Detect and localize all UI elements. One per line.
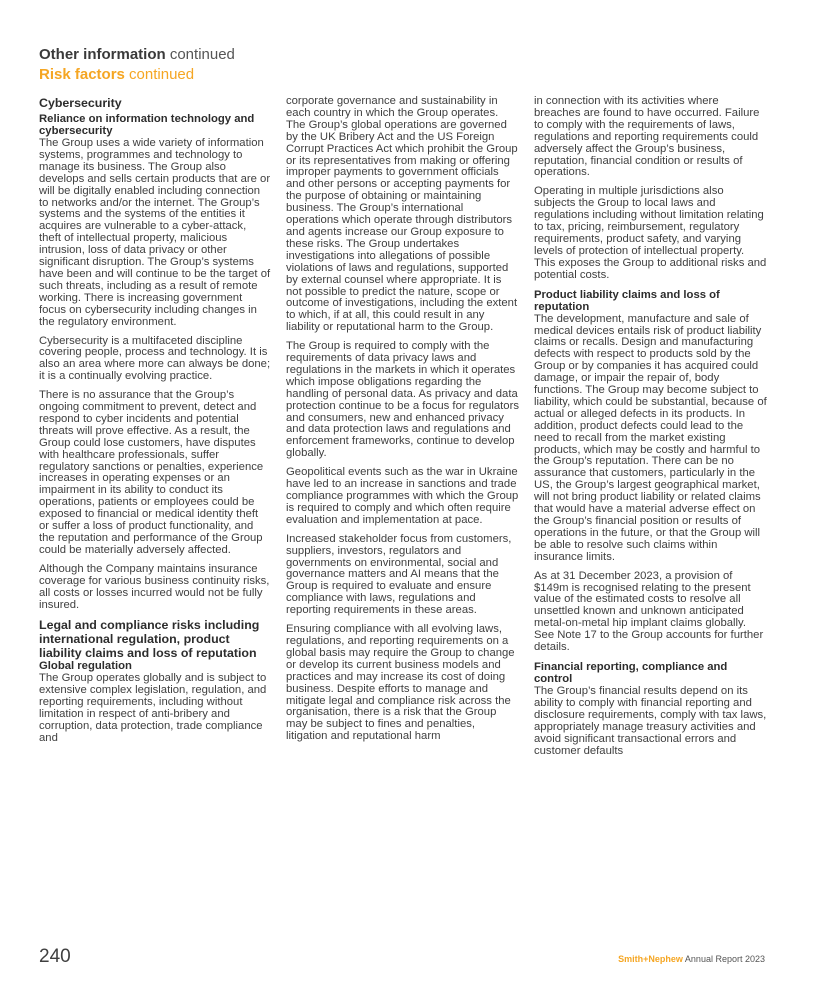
- subsection-title: [39, 65, 235, 85]
- paragraph: The Group’s financial results depend on its ability to comply with financial reporting and disclosure requirements, comply with tax laws, appropriately manage treasury activities and avoid significant transactional errors and customer defaults: [534, 684, 767, 757]
- paragraph: corporate governance and sustainability in each country in which the Group operates. The Group’s global operations are governed by the UK Bribery Act and the US Foreign Corrupt Practices Act which prohibit the Group or its representatives from making or offering improper payments to government officials and other persons or accepting payments for the purpose of obtaining or maintaining business. The Group’s international operations which operate through distributors and agents increase our Group exposure to these risks. The Group undertakes investigations into allegations of possible violations of laws and regulations, supported by external counsel where appropriate. It is not possible to predict the nature, scope or outcome of investigations, including the extent to which, if at all, this could result in any liability or reputational harm to the Group.: [286, 95, 518, 334]
- page-header: [39, 45, 235, 85]
- section-title-bold: Other information: [39, 46, 166, 63]
- paragraph: The development, manufacture and sale of medical devices entails risk of product liability claims or recalls. Design and manufacturing defects with respect to products sold by the Group or by companies it has acquired could damage, or impair the repair of, body functions. The Group may become subject to liability, which could be substantial, because of actual or alleged defects in its products. In addition, product defects could lead to the need to recall from the market existing products, which may be costly and harmful to the Group’s reputation. There can be no assurance that customers, particularly in the US, the Group’s largest geographical market, will not bring product liability or related claims that would have a material adverse effect on the Group’s financial position or results of operations in the future, or that the Group will be able to resolve such claims within insurance limits.: [534, 312, 767, 563]
- heading-legal-compliance: Legal and compliance risks including international regulation, product liability claims and loss of reputation: [39, 618, 260, 661]
- report-name: Annual Report 2023: [682, 954, 765, 964]
- subsection-title-continued: continued: [124, 66, 195, 83]
- subsection-title-bold: Risk factors: [39, 66, 125, 83]
- brand-name: Smith+Nephew: [618, 954, 683, 964]
- paragraph: As at 31 December 2023, a provision of $149m is recognised relating to the present value of the estimated costs to resolve all unsettled known and unknown anticipated metal-on-metal hip implant claims globally. See Note 17 to the Group accounts for further details.: [534, 569, 764, 654]
- column-1: [39, 96, 271, 745]
- paragraph: The Group operates globally and is subject to extensive complex legislation, regulation, and reporting requirements, including without limitation in respect of anti-bribery and corruption, data protection, trade compliance and: [39, 672, 267, 744]
- paragraph: Geopolitical events such as the war in Ukraine have led to an increase in sanctions and trade compliance programmes with which the Group is required to comply and which often require evaluation and implementation at pace.: [286, 466, 519, 526]
- page-number: 240: [39, 946, 71, 967]
- subheading-global-regulation: Global regulation: [39, 660, 132, 673]
- paragraph: The Group is required to comply with the requirements of data privacy laws and regulations in the markets in which it operates which impose obligations regarding the handling of personal data. As privacy and data protection continue to be a focus for regulators and consumers, new and enhanced privacy and data protection laws and regulations and enforcement frameworks, continue to develop globally.: [286, 340, 519, 460]
- footer-brand: [618, 954, 765, 964]
- paragraph: The Group uses a wide variety of information systems, programmes and technology to manage its business. The Group also develops and sells certain products that are or will be digitally enabled including connection to networks and/or the internet. The Group’s systems and the systems of the entities it acquires are vulnerable to a cyber-attack, theft of intellectual property, malicious intrusion, loss of data privacy or other significant disruption. The Group’s systems have been and will continue to be the target of such threats, including as a result of remote working. There is increasing government focus on cybersecurity including changes in the regulatory environment.: [39, 137, 271, 328]
- paragraph: There is no assurance that the Group’s ongoing commitment to prevent, detect and respond to cyber incidents and potential threats will prove effective. As a result, the Group could lose customers, have disputes with healthcare professionals, suffer regulatory sanctions or penalties, experience increases in operating expenses or an impairment in its ability to conduct its operations, patients or employees could be exposed to financial or medical identity theft or suffer a loss of product functionality, and the reputation and performance of the Group could be materially adversely affected.: [39, 389, 264, 556]
- paragraph: Increased stakeholder focus from customers, suppliers, investors, regulators and governments on environmental, social and governance matters and AI means that the Group is required to evaluate and ensure compliance with laws, regulations and reporting requirements in these areas.: [286, 532, 512, 617]
- paragraph: Although the Company maintains insurance coverage for various business continuity risks, all costs or losses incurred would not be fully insured.: [39, 562, 270, 611]
- heading-cybersecurity: Cybersecurity: [39, 96, 122, 110]
- subheading-product-liability: Product liability claims and loss of reputation: [534, 288, 720, 313]
- paragraph: Operating in multiple jurisdictions also subjects the Group to local laws and regulations including without limitation relating to tax, pricing, reimbursement, regulatory requirements, product safety, and varying levels of protection of intellectual property. This exposes the Group to additional risks and potential costs.: [534, 185, 767, 281]
- subheading-financial-reporting: Financial reporting, compliance and control: [534, 660, 728, 685]
- section-title-continued: continued: [165, 46, 235, 63]
- paragraph: Ensuring compliance with all evolving laws, regulations, and reporting requirements on a global basis may require the Group to change or develop its current business models and practices and may increase its cost of doing business. Despite efforts to manage and mitigate legal and compliance risk across the organisation, there is a risk that the Group may be subject to fines and penalties, litigation and reputational harm: [286, 623, 515, 743]
- paragraph: in connection with its activities where breaches are found to have occurred. Failure to comply with the requirements of laws, regulations and reporting requirements could adversely affect the Group’s business, reputation, financial condition or results of operations.: [534, 95, 760, 179]
- subheading-reliance: Reliance on information technology and cybersecurity: [39, 113, 255, 137]
- column-3: [534, 96, 768, 757]
- section-title: [39, 45, 235, 65]
- column-2: [286, 96, 519, 743]
- paragraph: Cybersecurity is a multifaceted discipline covering people, process and technology. It is also an area where more can always be done; it is a continually evolving practice.: [39, 334, 271, 383]
